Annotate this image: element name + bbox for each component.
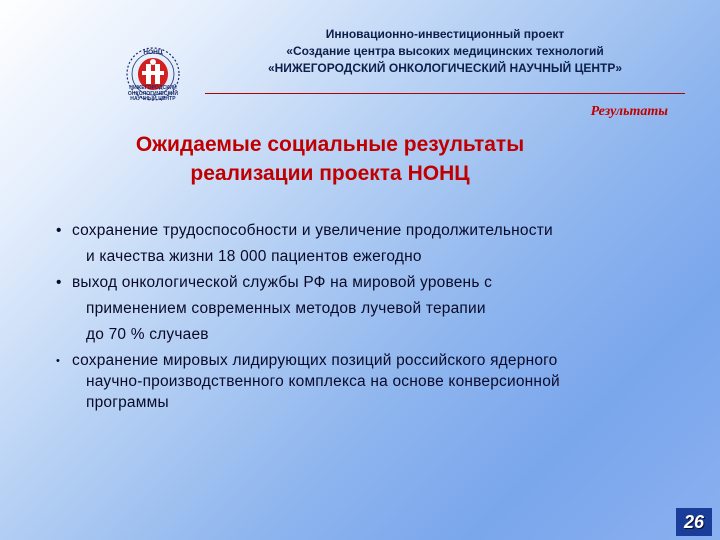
header-line-1: Инновационно-инвестиционный проект xyxy=(325,27,565,41)
bullet-marker: • xyxy=(56,222,62,239)
bullet-line: и качества жизни 18 000 пациентов ежегодно xyxy=(86,248,422,265)
bullet-item xyxy=(56,350,696,413)
logo-caption-line: ОНКОЛОГИЧЕСКИЙ xyxy=(127,90,179,97)
header-line-2: «Создание центра высоких медицинских технологий xyxy=(286,44,604,58)
bullet-item xyxy=(56,218,696,270)
bullet-line: выход онкологической службы РФ на мировой уровень с xyxy=(72,274,493,291)
logo-caption xyxy=(118,86,188,103)
page-number: 26 xyxy=(676,508,712,536)
logo-caption-line: НИЖЕГОРОДСКИЙ xyxy=(129,85,177,91)
title-line-1: Ожидаемые социальные результаты xyxy=(135,133,525,156)
bullet-marker: • xyxy=(56,355,61,367)
bullet-line: научно-производственного комплекса на основе конверсионной xyxy=(86,373,560,390)
slide-title xyxy=(80,130,580,188)
header-divider xyxy=(205,93,685,94)
bullet-list xyxy=(56,218,696,413)
bullet-marker: • xyxy=(56,274,62,291)
bullet-line: программы xyxy=(86,394,169,411)
section-label: Результаты xyxy=(590,104,668,119)
logo-top-text: НОНЦ xyxy=(143,49,163,56)
project-header xyxy=(200,26,690,77)
title-line-2: реализации проекта НОНЦ xyxy=(190,162,470,185)
bullet-line: сохранение мировых лидирующих позиций российского ядерного xyxy=(72,352,558,369)
bullet-line: сохранение трудоспособности и увеличение продолжительности xyxy=(72,222,553,239)
header-line-3: «НИЖЕГОРОДСКИЙ ОНКОЛОГИЧЕСКИЙ НАУЧНЫЙ ЦЕНТР» xyxy=(267,61,623,75)
logo-caption-line: НАУЧНЫЙ ЦЕНТР xyxy=(130,96,176,102)
bullet-item xyxy=(56,270,696,348)
bullet-line: до 70 % случаев xyxy=(86,326,209,343)
bullet-line: применением современных методов лучевой терапии xyxy=(86,300,486,317)
